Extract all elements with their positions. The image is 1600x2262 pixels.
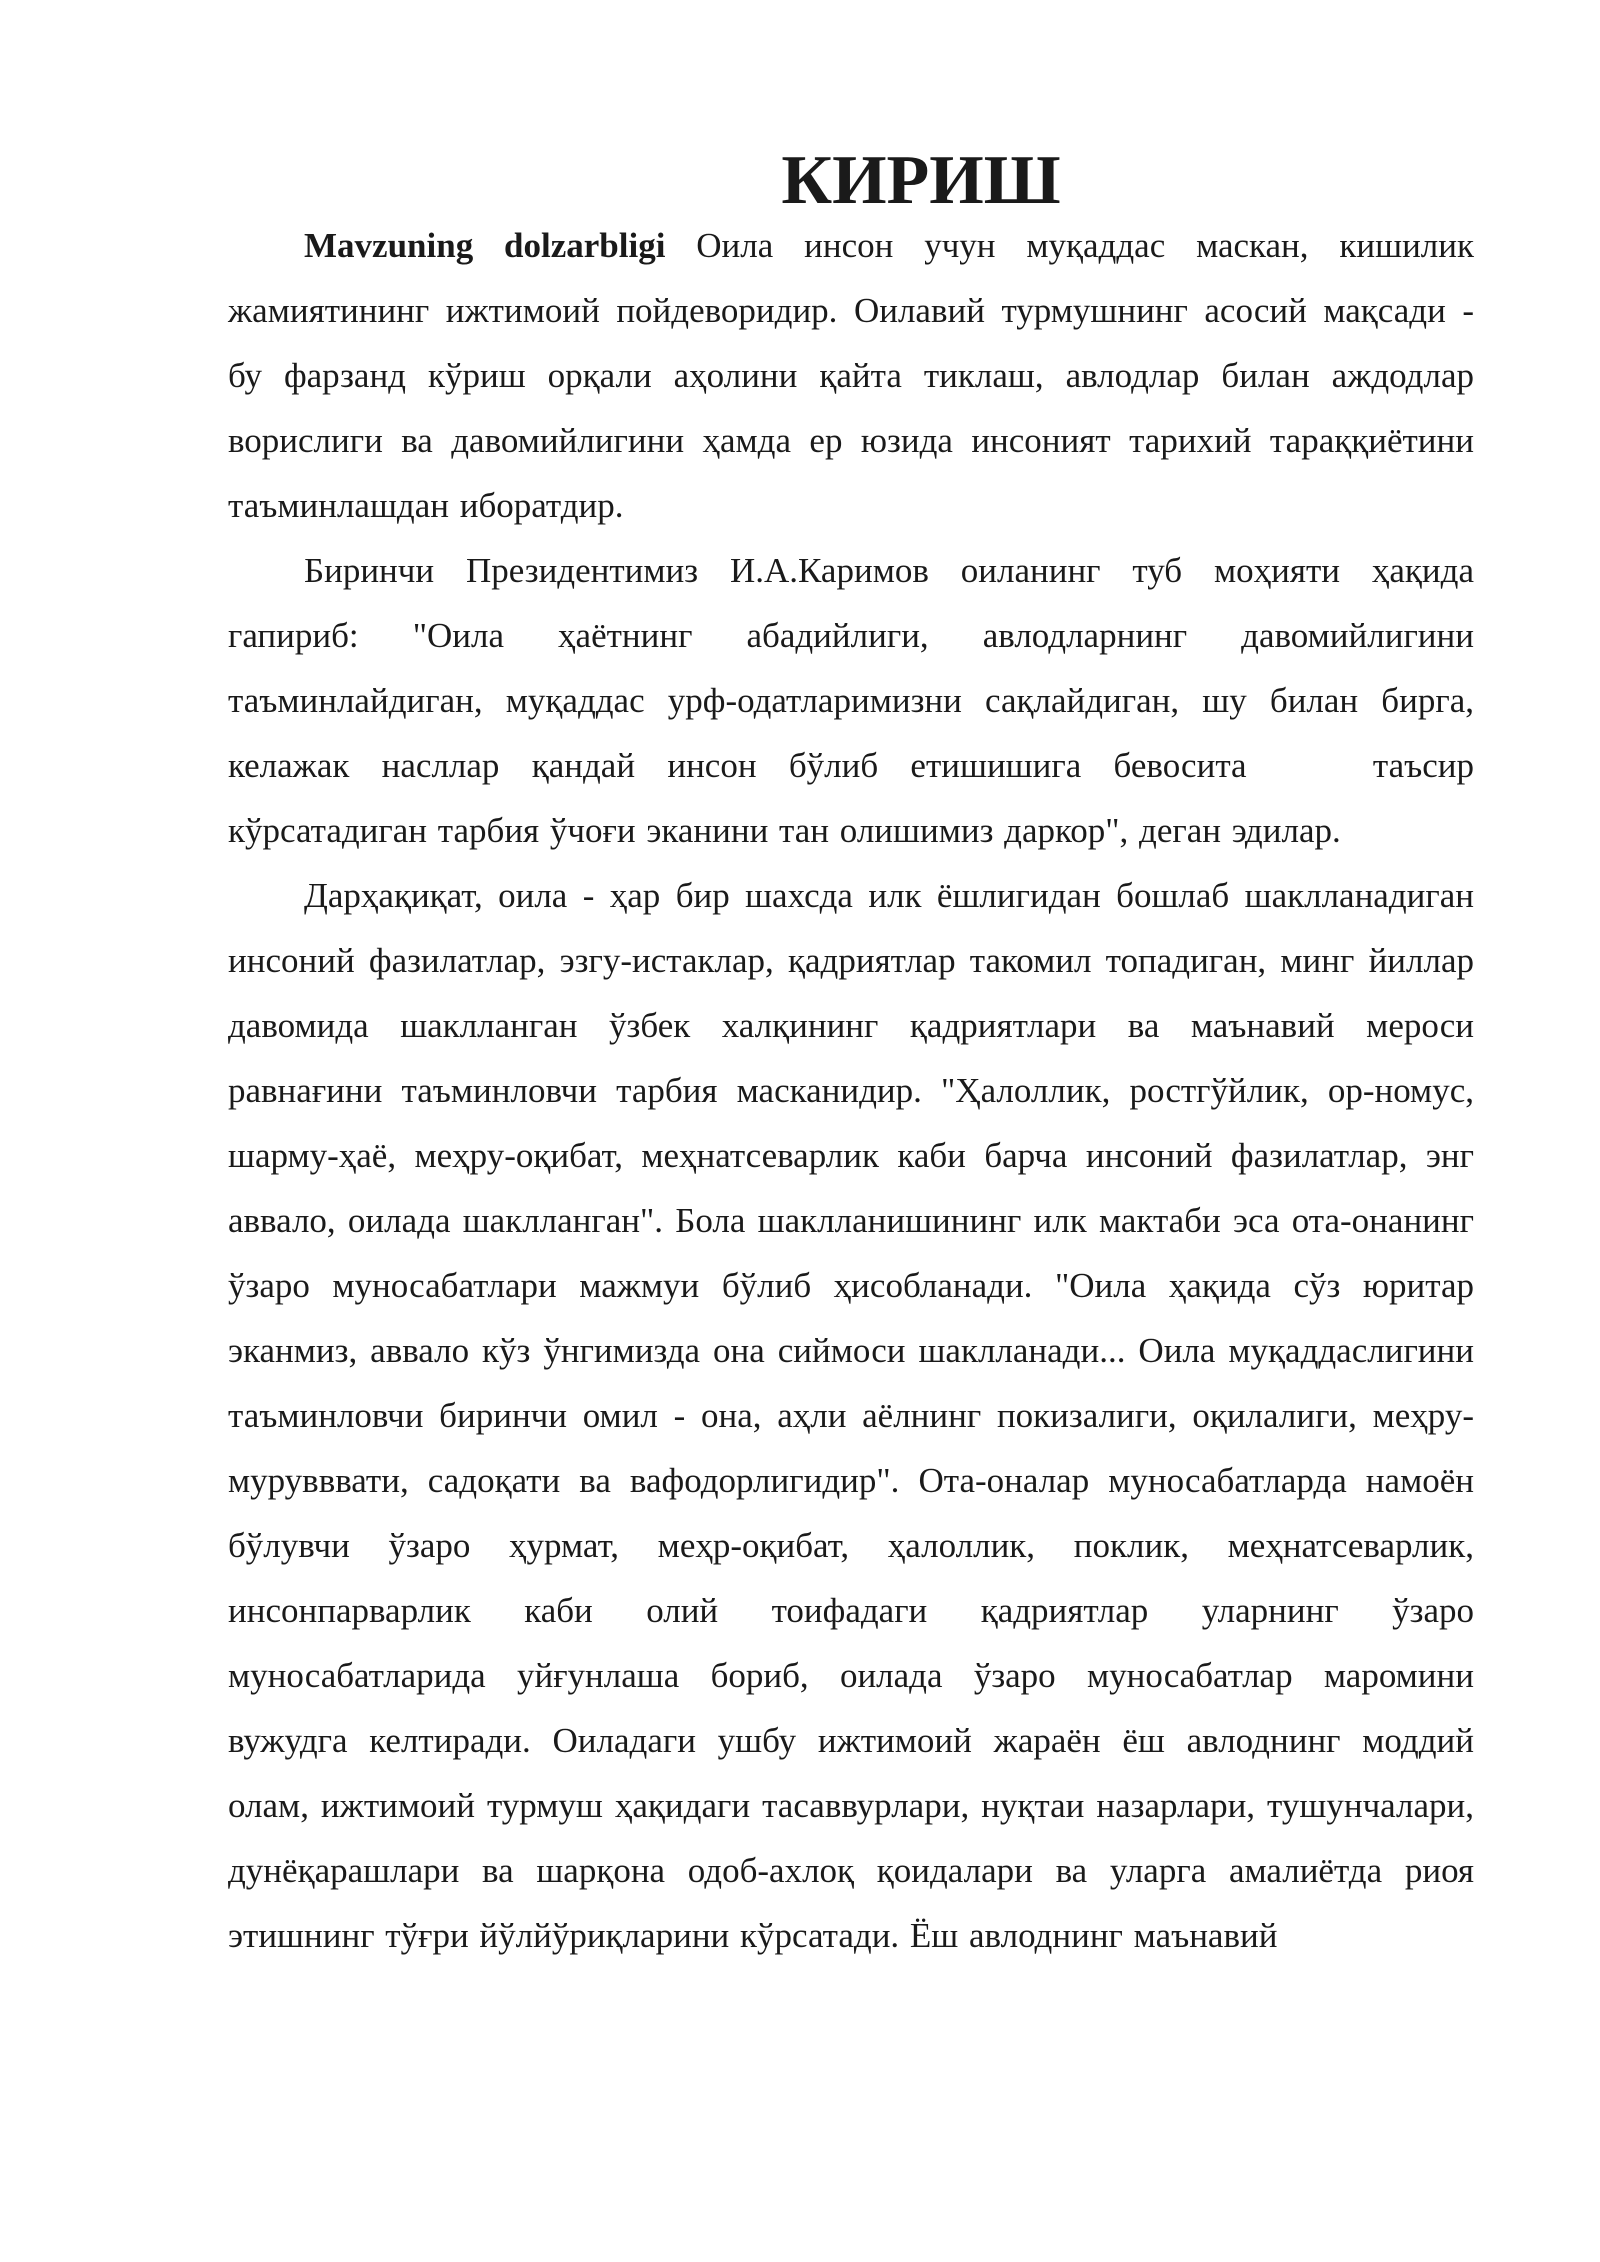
page-title: КИРИШ xyxy=(781,142,1061,219)
paragraph-text: Дарҳақиқат, оила - ҳар бир шахсда илк ёшлигидан бошлаб шаклланадиган инсоний фазилатлар, эзгу-истаклар, қадриятлар такомил топадиган, минг йиллар давомида шаклланган ўзбек халқининг қадриятлари ва маънавий мероси равнағини таъминловчи тарбия масканидир. "Ҳалоллик, ростгўйлик, ор-номус, шарму-ҳаё, меҳру-оқибат, меҳнатсеварлик каби барча инсоний фазилатлар, энг аввало, оилада шаклланган". Бола шаклланишининг илк мактаби эса ота-онанинг ўзаро муносабатлари мажмуи бўлиб ҳисобланади. "Оила ҳақида сўз юритар эканмиз, аввало кўз ўнгимизда она сиймоси шаклланади... Оила муқаддаслигини таъминловчи биринчи омил - она, аҳли аёлнинг покизалиги, оқилалиги, меҳру-мурувввати, садоқати ва вафодорлигидир". Ота-оналар муносабатларда намоён бўлувчи ўзаро ҳурмат, меҳр-оқибат, ҳалоллик, поклик, меҳнатсеварлик, инсонпарварлик каби олий тоифадаги қадриятлар уларнинг ўзаро муносабатларида уйғунлаша бориб, оилада ўзаро муносабатлар маромини вужудга келтиради. Оиладаги ушбу ижтимоий жараён ёш авлоднинг моддий олам, ижтимоий турмуш ҳақидаги тасаввурлари, нуқтаи назарлари, тушунчалари, дунёқарашлари ва шарқона одоб-ахлоқ қоидалари ва уларга амалиётда риоя этишнинг тўғри йўлйўриқларини кўрсатади. Ёш авлоднинг маънавий xyxy=(228,876,1474,1955)
document-body xyxy=(228,142,1474,1968)
paragraph-lead: Mavzuning dolzarbligi xyxy=(304,226,666,265)
paragraph-quote xyxy=(228,538,1474,863)
paragraph-relevance xyxy=(228,213,1474,538)
paragraph-main xyxy=(228,863,1474,1968)
paragraph-text: Биринчи Президентимиз И.А.Каримов оиланинг туб моҳияти ҳақида гапириб: "Оила ҳаётнинг абадийлиги, авлодларнинг давомийлигини таъминлайдиган, муқаддас урф-одатларимизни сақлайдиган, шу билан бирга, келажак насллар қандай инсон бўлиб етишишига бевосита xyxy=(228,551,1474,785)
paragraph-text: Оила инсон учун муқаддас маскан, кишилик жамиятининг ижтимоий пойдеворидир. Оилавий турмушнинг асосий мақсади - бу фарзанд кўриш орқали аҳолини қайта тиклаш, авлодлар билан аждодлар ворислиги ва давомийлигини ҳамда ер юзида инсоният тарихий тараққиётини таъминлашдан иборатдир. xyxy=(228,226,1474,525)
paragraph-continuation: таъсир кўрсатадиган тарбия ўчоғи эканини тан олишимиз даркор", деган эдилар. xyxy=(228,746,1474,850)
